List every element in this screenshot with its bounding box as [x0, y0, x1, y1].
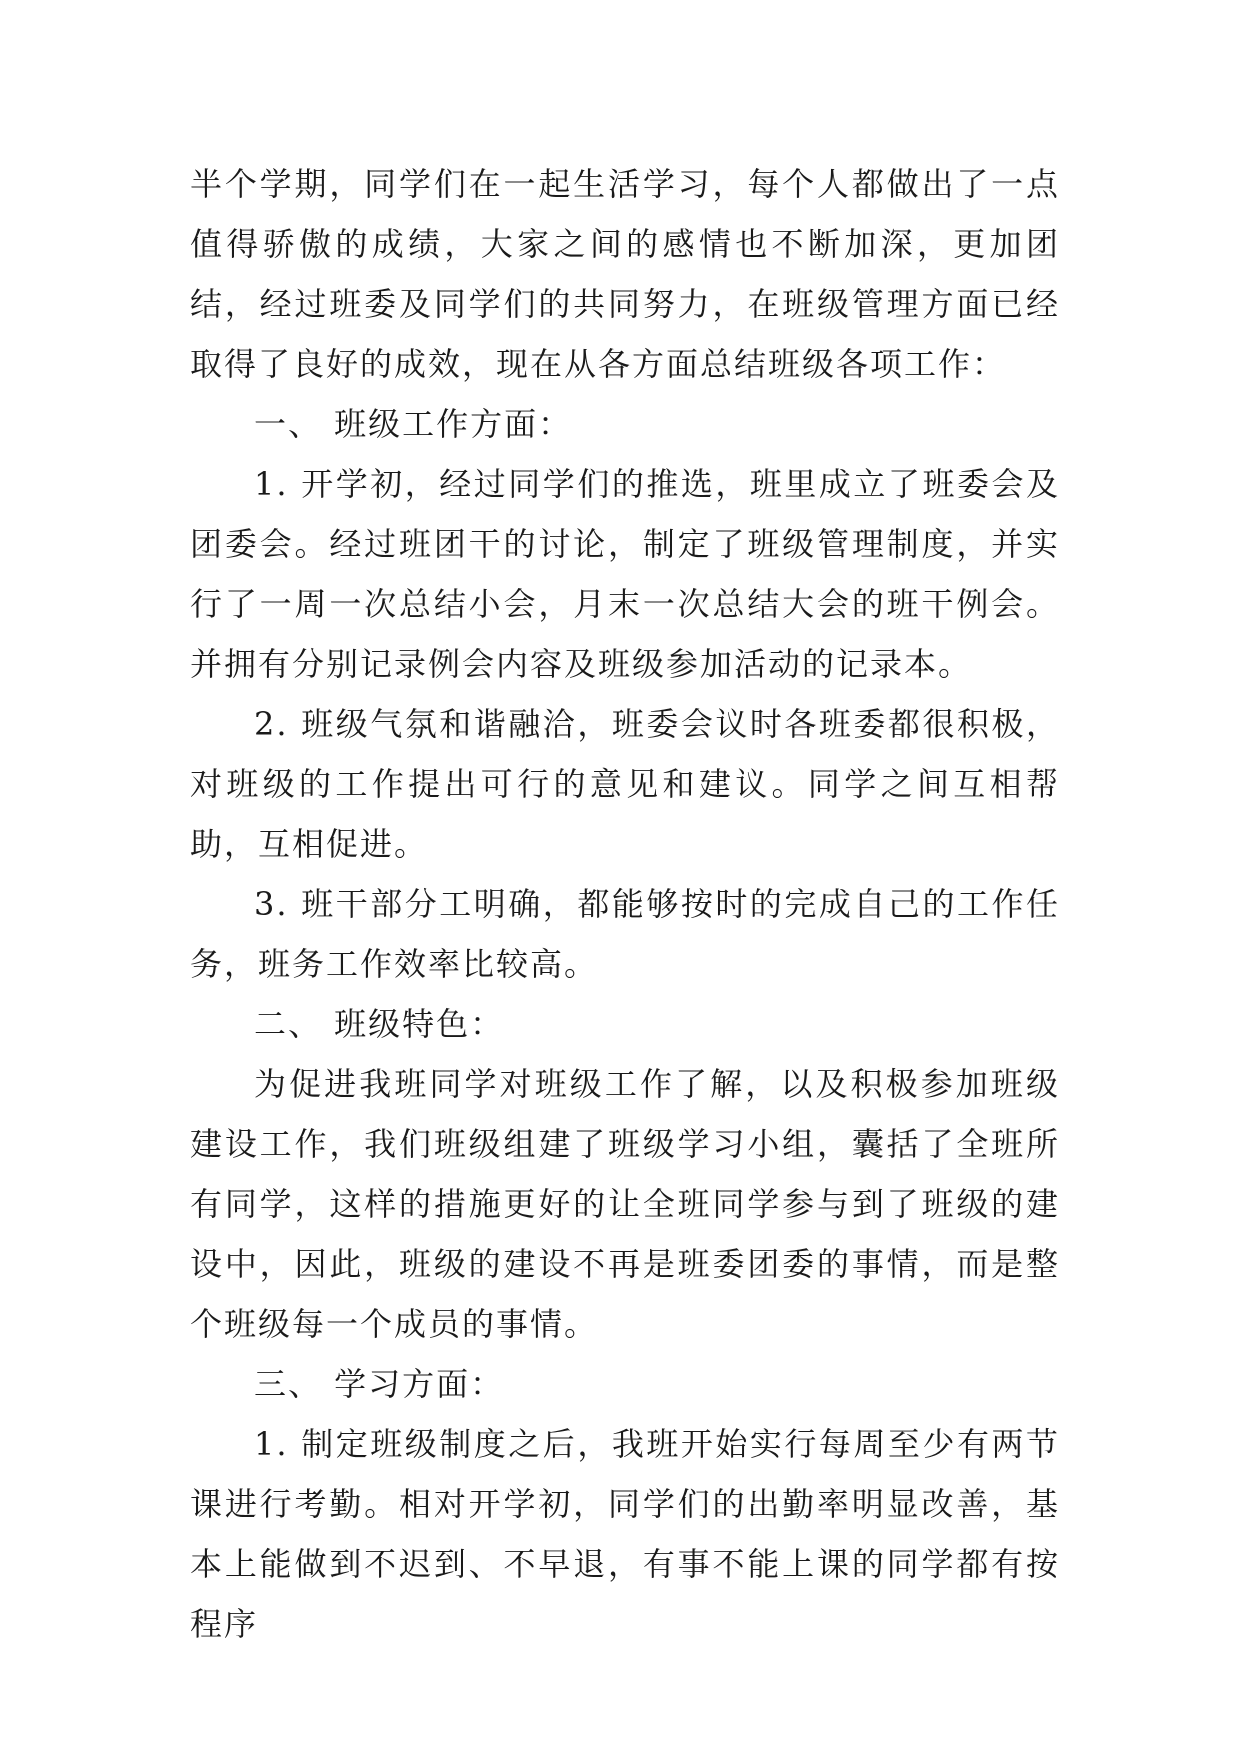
document-body: [190, 154, 1060, 1654]
paragraph-class-features: 为促进我班同学对班级工作了解，以及积极参加班级建设工作，我们班级组建了班级学习小组，囊括了全班所有同学，这样的措施更好的让全班同学参与到了班级的建设中，因此，班级的建设不再是班委团委的事情，而是整个班级每一个成员的事情。: [190, 1065, 1060, 1343]
paragraph-class-work-3: 3. 班干部分工明确，都能够按时的完成自己的工作任务，班务工作效率比较高。: [190, 885, 1060, 983]
paragraph-class-work-1: 1. 开学初，经过同学们的推选，班里成立了班委会及团委会。经过班团干的讨论，制定了班级管理制度，并实行了一周一次总结小会，月末一次总结大会的班干例会。并拥有分别记录例会内容及班级参加活动的记录本。: [190, 465, 1060, 683]
section-heading-class-work: 一、 班级工作方面：: [254, 405, 573, 443]
paragraph-study-1: 1. 制定班级制度之后，我班开始实行每周至少有两节课进行考勤。相对开学初，同学们的出勤率明显改善，基本上能做到不迟到、不早退，有事不能上课的同学都有按程序: [190, 1425, 1060, 1643]
paragraph-class-work-2: 2. 班级气氛和谐融洽，班委会议时各班委都很积极，对班级的工作提出可行的意见和建议。同学之间互相帮助，互相促进。: [190, 705, 1060, 863]
section-heading-study: 三、 学习方面：: [254, 1365, 505, 1403]
section-heading-class-features: 二、 班级特色：: [254, 1005, 505, 1043]
intro-paragraph: 半个学期，同学们在一起生活学习，每个人都做出了一点值得骄傲的成绩，大家之间的感情也不断加深，更加团结，经过班委及同学们的共同努力，在班级管理方面已经取得了良好的成效，现在从各方面总结班级各项工作：: [190, 165, 1060, 383]
